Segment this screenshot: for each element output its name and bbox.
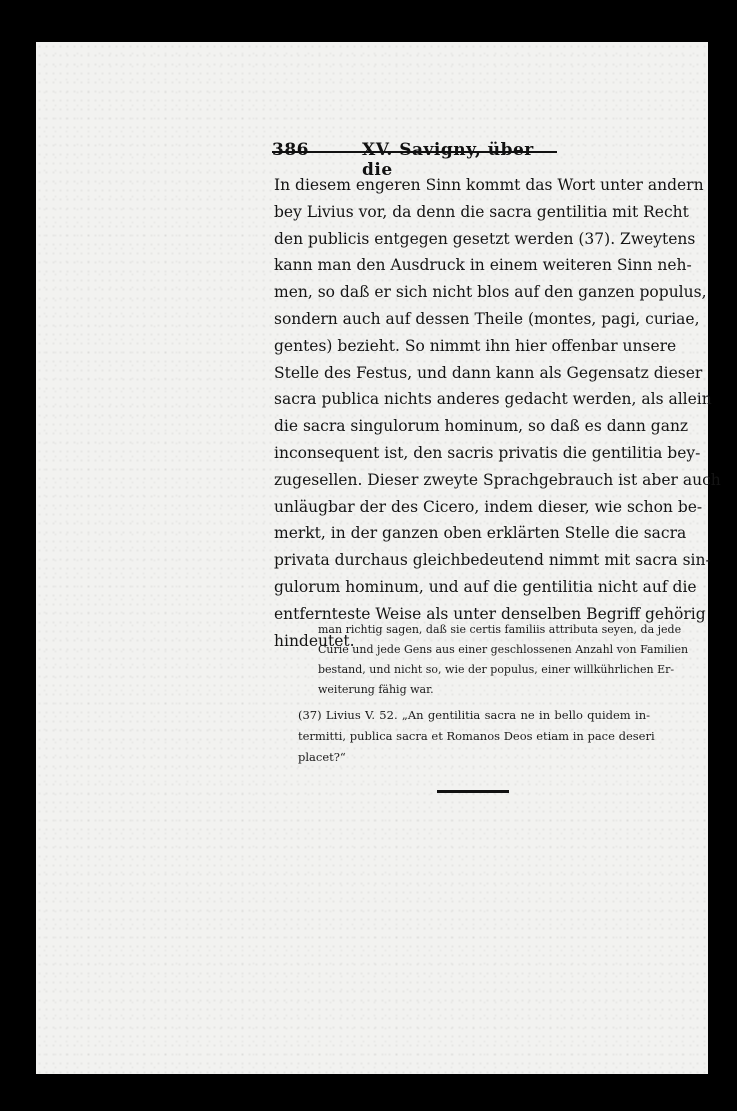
running-title: XV. Savigny, über die (362, 140, 534, 180)
footnote-line: Curie und jede Gens aus einer geschlossenen Anzahl von Familien (318, 643, 689, 656)
footnote-line: man richtig sagen, daß sie certis familiis attributa seyen, da jede (318, 623, 682, 636)
text-line: sondern auch auf dessen Theile (montes, pagi, curiae, (274, 309, 700, 328)
running-header (272, 140, 557, 180)
footnote-line: termitti, publica sacra et Romanos Deos etiam in pace deseri (298, 729, 655, 743)
text-line: bey Livius vor, da denn die sacra gentilitia mit Recht (274, 202, 689, 221)
text-line: In diesem engeren Sinn kommt das Wort unter andern (274, 176, 704, 194)
text-line: inconsequent ist, den sacris privatis die gentilitia bey- (274, 443, 701, 462)
text-line: kann man den Ausdruck in einem weiteren Sinn neh- (274, 256, 692, 275)
footnote-37 (298, 705, 655, 768)
text-line: unläugbar der des Cicero, indem dieser, wie schon be- (274, 497, 703, 516)
text-line: merkt, in der ganzen oben erklärten Stelle die sacra (274, 524, 687, 543)
text-line: gentes) bezieht. So nimmt ihn hier offenbar unsere (274, 336, 677, 355)
text-line: men, so daß er sich nicht blos auf den ganzen populus, (274, 283, 707, 302)
end-rule (437, 790, 509, 793)
text-line: gulorum hominum, und auf die gentilitia nicht auf die (274, 577, 697, 596)
text-line: sacra publica nichts anderes gedacht werden, als allein (274, 390, 712, 409)
text-line: hindeutet. (274, 631, 355, 650)
page-number: 386 (272, 140, 309, 160)
text-line: die sacra singulorum hominum, so daß es dann ganz (274, 417, 689, 436)
text-line: den publicis entgegen gesetzt werden (37). Zweytens (274, 229, 696, 248)
footnote-continuation (318, 620, 689, 700)
text-line: Stelle des Festus, und dann kann als Gegensatz dieser (274, 363, 703, 382)
text-line: privata durchaus gleichbedeutend nimmt mit sacra sin- (274, 551, 711, 570)
text-line: zugesellen. Dieser zweyte Sprachgebrauch ist aber auch (274, 470, 721, 489)
main-text (274, 172, 721, 654)
footnote-line: weiterung fähig war. (318, 683, 434, 696)
footnote-line: placet?“ (298, 750, 346, 764)
footnote-line: (37) Livius V. 52. „An gentilitia sacra ne in bello quidem in- (298, 708, 650, 722)
text-line: entfernteste Weise als unter denselben Begriff gehörig (274, 604, 706, 623)
footnote-line: bestand, und nicht so, wie der populus, einer willkührlichen Er- (318, 663, 675, 676)
